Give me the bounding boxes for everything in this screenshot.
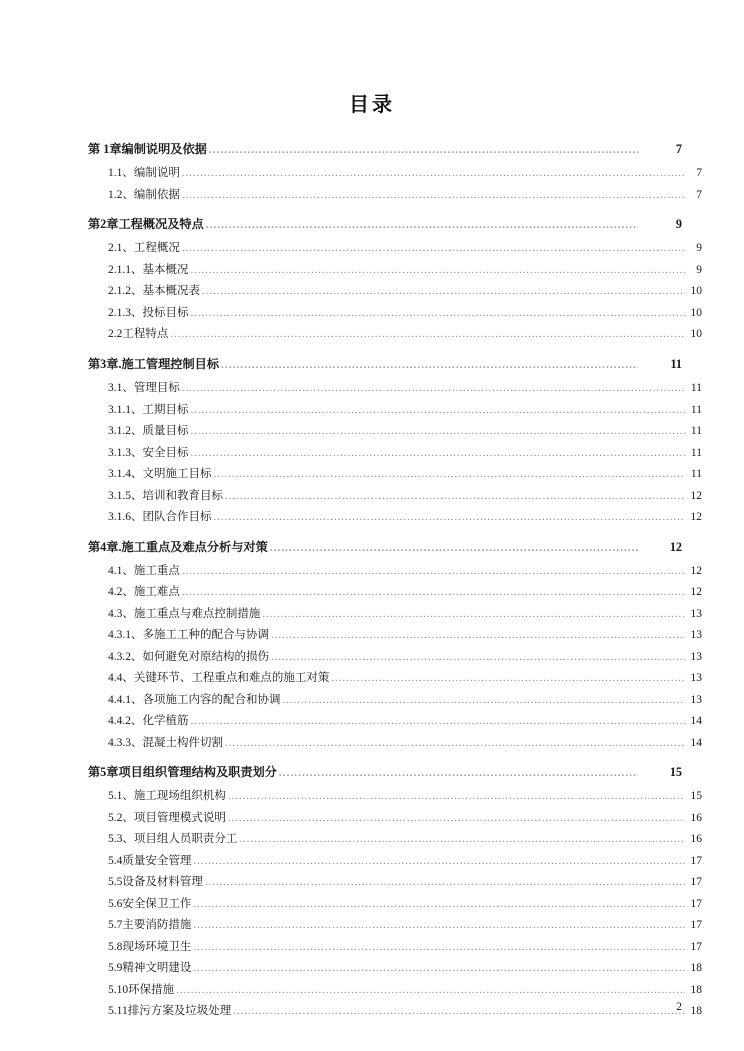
toc-entry-row[interactable] xyxy=(108,1006,702,1018)
toc-leader-dots xyxy=(193,963,685,975)
toc-entry-page-number: 17 xyxy=(690,897,702,910)
toc-entry-label: 2.2工程特点 xyxy=(108,328,169,341)
toc-entry-label: 5.10环保措施 xyxy=(108,983,175,996)
toc-leader-dots xyxy=(193,899,685,911)
toc-leader-dots xyxy=(176,985,685,997)
toc-entry-row[interactable] xyxy=(108,813,702,825)
toc-entry-page-number: 16 xyxy=(690,811,702,824)
toc-entry-row[interactable] xyxy=(108,587,702,599)
toc-leader-dots xyxy=(191,265,686,277)
toc-entry-page-number: 13 xyxy=(690,650,702,663)
toc-leader-dots xyxy=(209,145,638,157)
toc-entry-label: 5.1、施工现场组织机构 xyxy=(108,790,226,803)
toc-entry-row[interactable] xyxy=(108,673,702,685)
toc-leader-dots xyxy=(228,813,685,825)
toc-leader-dots xyxy=(202,286,685,298)
toc-leader-dots xyxy=(191,448,686,460)
toc-entry-row[interactable] xyxy=(108,308,702,320)
toc-chapter-row[interactable] xyxy=(88,358,682,372)
toc-leader-dots xyxy=(271,652,685,664)
toc-entry-row[interactable] xyxy=(108,168,702,180)
toc-entry-label: 5.9精神文明建设 xyxy=(108,962,192,975)
toc-leader-dots xyxy=(191,308,686,320)
toc-leader-dots xyxy=(228,791,685,803)
toc-entry-label: 3.1.3、安全目标 xyxy=(108,446,189,459)
toc-entry-row[interactable] xyxy=(108,899,702,911)
toc-chapter-row[interactable] xyxy=(88,541,682,555)
toc-entry-row[interactable] xyxy=(108,716,702,728)
toc-entry-row[interactable] xyxy=(108,286,702,298)
toc-entry-page-number: 10 xyxy=(690,306,702,319)
toc-entry-row[interactable] xyxy=(108,834,702,846)
toc-entry-page-number: 12 xyxy=(690,489,702,502)
toc-entry-label: 4.4、关键环节、工程重点和难点的施工对策 xyxy=(108,672,330,685)
toc-entry-row[interactable] xyxy=(108,985,702,997)
toc-leader-dots xyxy=(193,942,685,954)
toc-leader-dots xyxy=(271,630,685,642)
toc-leader-dots xyxy=(283,695,686,707)
toc-leader-dots xyxy=(205,877,685,889)
toc-entry-label: 1.2、编制依据 xyxy=(108,188,180,201)
toc-leader-dots xyxy=(214,512,686,524)
toc-entry-page-number: 7 xyxy=(696,188,702,201)
toc-leader-dots xyxy=(221,360,638,372)
toc-entry-label: 第2章工程概况及特点 xyxy=(88,217,204,232)
toc-entry-page-number: 14 xyxy=(690,715,702,728)
toc-entry-label: 3.1.6、团队合作目标 xyxy=(108,511,212,524)
toc-entry-row[interactable] xyxy=(108,383,702,395)
toc-leader-dots xyxy=(193,920,685,932)
toc-entry-page-number: 15 xyxy=(669,765,682,780)
toc-entry-page-number: 13 xyxy=(690,693,702,706)
toc-leader-dots xyxy=(225,491,685,503)
toc-leader-dots xyxy=(270,543,638,555)
toc-entry-page-number: 9 xyxy=(696,263,702,276)
toc-entry-page-number: 17 xyxy=(690,919,702,932)
toc-chapter-row[interactable] xyxy=(88,218,682,232)
toc-entry-page-number: 13 xyxy=(690,629,702,642)
toc-leader-dots xyxy=(182,190,685,202)
toc-entry-label: 4.3.3、混凝土构件切割 xyxy=(108,736,223,749)
toc-entry-page-number: 11 xyxy=(690,446,702,459)
toc-entry-row[interactable] xyxy=(108,190,702,202)
toc-entry-label: 3.1.1、工期目标 xyxy=(108,403,189,416)
toc-entry-page-number: 18 xyxy=(690,983,702,996)
toc-entry-label: 3.1.5、培训和教育目标 xyxy=(108,489,223,502)
toc-entry-page-number: 17 xyxy=(690,854,702,867)
toc-entry-row[interactable] xyxy=(108,738,702,750)
toc-entry-row[interactable] xyxy=(108,426,702,438)
toc-leader-dots xyxy=(182,587,685,599)
table-of-contents xyxy=(0,143,744,1018)
toc-entry-page-number: 11 xyxy=(670,356,682,371)
toc-entry-row[interactable] xyxy=(108,566,702,578)
toc-entry-label: 4.3、施工重点与难点控制措施 xyxy=(108,607,261,620)
toc-entry-label: 第4章.施工重点及难点分析与对策 xyxy=(88,539,268,554)
toc-leader-dots xyxy=(262,609,685,621)
toc-entry-page-number: 10 xyxy=(690,285,702,298)
toc-entry-row[interactable] xyxy=(108,920,702,932)
toc-entry-label: 4.3.1、多施工工种的配合与协调 xyxy=(108,629,269,642)
toc-entry-row[interactable] xyxy=(108,609,702,621)
toc-leader-dots xyxy=(170,329,685,341)
toc-entry-label: 4.2、施工难点 xyxy=(108,586,180,599)
toc-entry-label: 第5章项目组织管理结构及职责划分 xyxy=(88,765,277,780)
toc-leader-dots xyxy=(214,469,686,481)
page-title: 目录 xyxy=(349,94,395,116)
toc-entry-label: 3.1.4、文明施工目标 xyxy=(108,468,212,481)
toc-entry-page-number: 12 xyxy=(690,564,702,577)
toc-entry-page-number: 11 xyxy=(690,403,702,416)
toc-leader-dots xyxy=(182,243,685,255)
toc-entry-label: 3.1.2、质量目标 xyxy=(108,425,189,438)
toc-entry-page-number: 16 xyxy=(690,833,702,846)
toc-entry-label: 5.11排污方案及垃圾处理 xyxy=(108,1005,232,1018)
toc-entry-row[interactable] xyxy=(108,942,702,954)
toc-chapter-row[interactable] xyxy=(88,766,682,780)
toc-entry-row[interactable] xyxy=(108,329,702,341)
toc-entry-label: 4.4.1、各项施工内容的配合和协调 xyxy=(108,693,281,706)
toc-leader-dots xyxy=(279,768,638,780)
toc-entry-label: 5.5设备及材料管理 xyxy=(108,876,203,889)
toc-entry-label: 5.8现场环境卫生 xyxy=(108,940,192,953)
toc-entry-row[interactable] xyxy=(108,491,702,503)
toc-entry-page-number: 11 xyxy=(690,425,702,438)
toc-entry-label: 5.3、项目组人员职责分工 xyxy=(108,833,238,846)
toc-entry-label: 第3章.施工管理控制目标 xyxy=(88,356,220,371)
toc-entry-page-number: 17 xyxy=(690,940,702,953)
toc-entry-label: 5.6安全保卫工作 xyxy=(108,897,192,910)
toc-entry-label: 5.2、项目管理模式说明 xyxy=(108,811,226,824)
toc-leader-dots xyxy=(233,1006,685,1018)
toc-entry-row[interactable] xyxy=(108,469,702,481)
toc-entry-page-number: 7 xyxy=(696,167,702,180)
toc-entry-row[interactable] xyxy=(108,448,702,460)
toc-leader-dots xyxy=(239,834,685,846)
toc-entry-page-number: 9 xyxy=(696,242,702,255)
toc-leader-dots xyxy=(193,856,685,868)
toc-entry-row[interactable] xyxy=(108,243,702,255)
toc-entry-page-number: 14 xyxy=(690,736,702,749)
toc-chapter-row[interactable] xyxy=(88,143,682,157)
toc-leader-dots xyxy=(182,566,685,578)
toc-entry-row[interactable] xyxy=(108,877,702,889)
toc-entry-label: 2.1.2、基本概况表 xyxy=(108,285,200,298)
toc-entry-label: 5.7主要消防措施 xyxy=(108,919,192,932)
toc-leader-dots xyxy=(225,738,685,750)
toc-entry-page-number: 12 xyxy=(690,511,702,524)
toc-entry-label: 4.1、施工重点 xyxy=(108,564,180,577)
footer-page-number: 2 xyxy=(676,1001,682,1013)
toc-entry-label: 1.1、编制说明 xyxy=(108,167,180,180)
toc-entry-label: 第 1章编制说明及依据 xyxy=(88,142,207,156)
toc-entry-page-number: 12 xyxy=(690,586,702,599)
toc-entry-page-number: 9 xyxy=(675,217,682,232)
toc-entry-label: 2.1、工程概况 xyxy=(108,242,180,255)
toc-entry-page-number: 13 xyxy=(690,607,702,620)
toc-leader-dots xyxy=(331,673,685,685)
toc-entry-page-number: 17 xyxy=(690,876,702,889)
toc-entry-row[interactable] xyxy=(108,512,702,524)
toc-entry-row[interactable] xyxy=(108,791,702,803)
toc-entry-row[interactable] xyxy=(108,963,702,975)
toc-entry-row[interactable] xyxy=(108,856,702,868)
toc-entry-page-number: 15 xyxy=(690,790,702,803)
toc-entry-page-number: 13 xyxy=(690,672,702,685)
toc-leader-dots xyxy=(191,426,686,438)
toc-entry-label: 4.4.2、化学植筋 xyxy=(108,715,189,728)
toc-entry-page-number: 11 xyxy=(690,468,702,481)
toc-entry-row[interactable] xyxy=(108,630,702,642)
toc-leader-dots xyxy=(182,383,685,395)
toc-entry-page-number: 18 xyxy=(690,962,702,975)
toc-entry-label: 5.4质量安全管理 xyxy=(108,854,192,867)
toc-entry-page-number: 11 xyxy=(690,382,702,395)
toc-entry-page-number: 10 xyxy=(690,328,702,341)
toc-entry-row[interactable] xyxy=(108,652,702,664)
toc-leader-dots xyxy=(191,405,686,417)
toc-leader-dots xyxy=(206,220,638,232)
toc-entry-label: 2.1.1、基本概况 xyxy=(108,263,189,276)
toc-entry-label: 3.1、管理目标 xyxy=(108,382,180,395)
toc-entry-row[interactable] xyxy=(108,695,702,707)
toc-entry-label: 4.3.2、如何避免对原结构的损伤 xyxy=(108,650,269,663)
toc-entry-row[interactable] xyxy=(108,265,702,277)
toc-leader-dots xyxy=(191,716,686,728)
toc-entry-label: 2.1.3、投标目标 xyxy=(108,306,189,319)
toc-leader-dots xyxy=(182,168,685,180)
toc-entry-page-number: 18 xyxy=(690,1005,702,1018)
toc-entry-page-number: 7 xyxy=(675,142,682,156)
toc-entry-row[interactable] xyxy=(108,405,702,417)
toc-entry-page-number: 12 xyxy=(669,539,682,554)
